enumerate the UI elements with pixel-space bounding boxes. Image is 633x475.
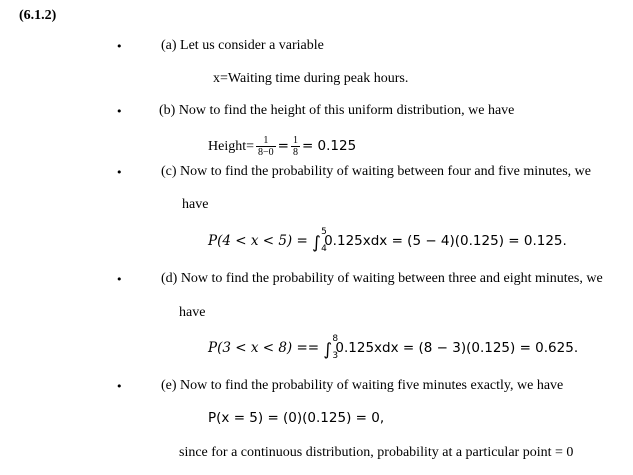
- bullet-a: •: [116, 40, 123, 53]
- bullet-d: •: [116, 273, 123, 286]
- item-b-label: (b) Now to find the height of this uniform distribution, we have: [159, 103, 515, 118]
- fraction-2-numerator: 1: [292, 135, 298, 146]
- section-heading: (6.1.2): [19, 8, 57, 23]
- integral-c-lower: 4: [321, 244, 327, 254]
- bullet-c: •: [116, 166, 123, 179]
- equation-d-rhs: 0.125xdx = (8 − 3)(0.125) = 0.625.: [335, 340, 579, 356]
- height-fraction-2: [291, 135, 300, 158]
- item-e-note: since for a continuous distribution, probability at a particular point = 0: [179, 445, 574, 460]
- item-e-label: (e) Now to find the probability of waiting five minutes exactly, we have: [161, 378, 564, 393]
- item-d-label: (d) Now to find the probability of waiting between three and eight minutes, we: [161, 271, 603, 286]
- fraction-1-numerator: 1: [256, 135, 276, 147]
- fraction-1-denominator: 8−0: [258, 147, 274, 158]
- height-equals: =: [277, 138, 289, 155]
- item-a-definition: x=Waiting time during peak hours.: [213, 71, 409, 86]
- integral-symbol-c: ∫ 5 4: [312, 227, 327, 254]
- item-c-label: (c) Now to find the probability of waiting between four and five minutes, we: [161, 164, 591, 179]
- bullet-e: •: [116, 380, 123, 393]
- item-a-label: (a) Let us consider a variable: [161, 38, 324, 53]
- bullet-b: •: [116, 105, 123, 118]
- height-result: = 0.125: [301, 138, 357, 155]
- fraction-2-denominator: 8: [292, 147, 298, 158]
- height-fraction-1: [256, 135, 276, 158]
- height-equation: [208, 135, 356, 158]
- integral-d-upper: 8: [332, 334, 339, 344]
- item-c-continuation: have: [182, 197, 209, 212]
- equation-e: P(x = 5) = (0)(0.125) = 0,: [208, 410, 385, 426]
- integral-d-lower: 3: [332, 351, 339, 361]
- item-d-continuation: have: [179, 305, 206, 320]
- equation-c-lhs: P(4 < x < 5) =: [208, 233, 313, 249]
- equation-c: [208, 227, 567, 254]
- equation-d-lhs: P(3 < x < 8) ==: [208, 340, 324, 356]
- equation-c-rhs: 0.125xdx = (5 − 4)(0.125) = 0.125.: [324, 233, 567, 249]
- height-prefix: Height=: [208, 139, 254, 155]
- equation-d: [208, 334, 579, 361]
- integral-c-upper: 5: [321, 227, 327, 237]
- integral-symbol-d: ∫ 8 3: [323, 334, 339, 361]
